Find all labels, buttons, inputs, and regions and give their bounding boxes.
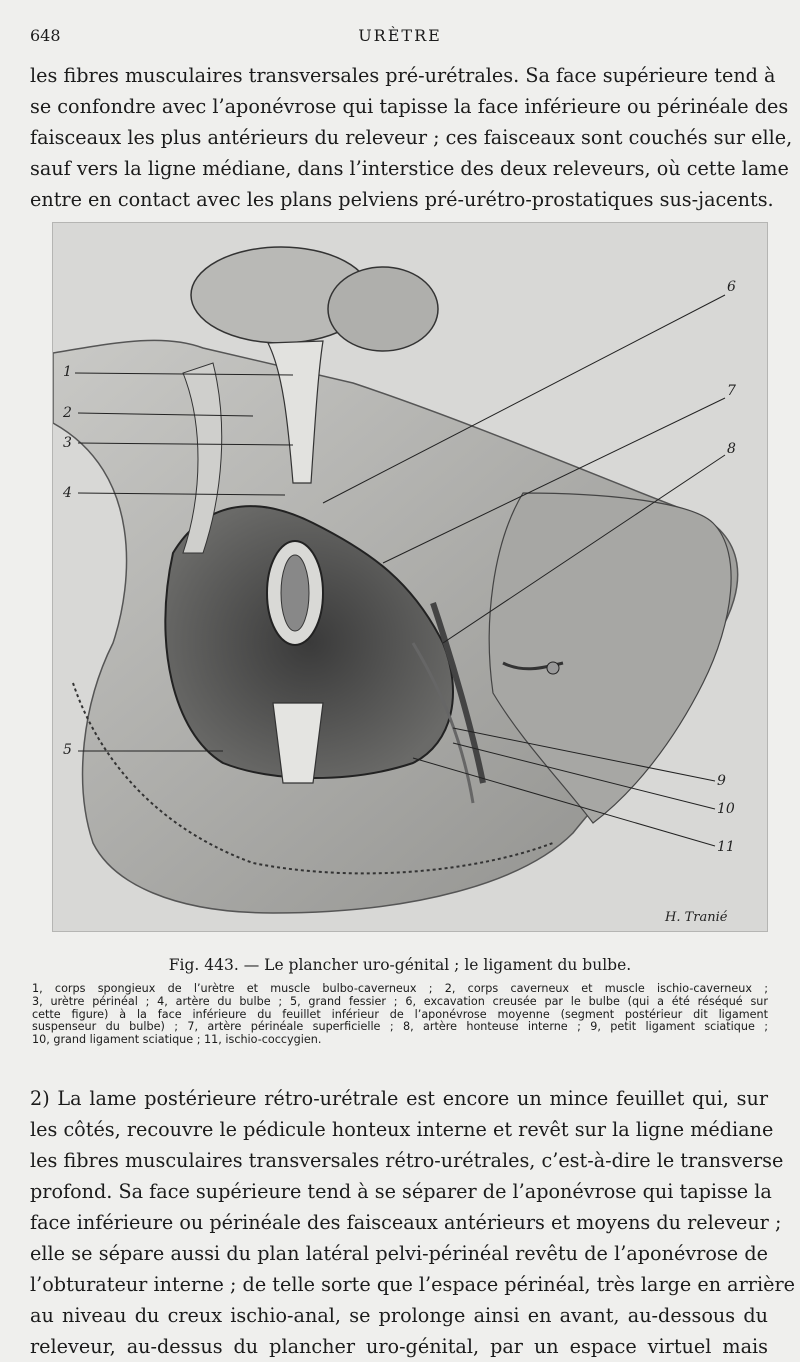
- legend-line: 3, urètre périnéal ; 4, artère du bulbe ; 5, grand fessier ; 6, excavation creusée par le bulbe (qui a été réséqué sur: [32, 994, 768, 1008]
- legend-line: 1, corps spongieux de l’urètre et muscle bulbo-caverneux ; 2, corps caverneux et muscle ischio-caverneux ;: [32, 982, 768, 995]
- running-title: URÈTRE: [358, 26, 442, 45]
- illustrator-signature: H. Tranié: [665, 910, 728, 925]
- text-line: elle se sépare aussi du plan latéral pelvi-périnéal revêtu de l’aponévrose de: [30, 1242, 768, 1265]
- label-3: 3: [63, 435, 72, 451]
- text-line: sauf vers la ligne médiane, dans l’interstice des deux releveurs, où cette lame: [30, 157, 789, 180]
- label-6: 6: [727, 279, 736, 295]
- label-9: 9: [717, 773, 726, 789]
- label-2: 2: [63, 405, 72, 421]
- label-10: 10: [717, 801, 735, 817]
- label-4: 4: [63, 485, 72, 501]
- label-1: 1: [63, 364, 72, 380]
- text-line: profond. Sa face supérieure tend à se séparer de l’aponévrose qui tapisse la: [30, 1180, 772, 1203]
- text-line: au niveau du creux ischio-anal, se prolonge ainsi en avant, au-dessous du: [30, 1304, 768, 1327]
- text-line: face inférieure ou périnéale des faisceaux antérieurs et moyens du releveur ;: [30, 1211, 782, 1234]
- legend-line: 10, grand ligament sciatique ; 11, ischio-coccygien.: [32, 1033, 322, 1047]
- vessel-section: [547, 662, 559, 674]
- label-11: 11: [717, 839, 735, 855]
- text-line: les fibres musculaires transversales rétro-urétrales, c’est-à-dire le transverse: [30, 1149, 784, 1172]
- anatomical-illustration: [52, 222, 768, 932]
- scrotum-right: [328, 267, 438, 351]
- illustration-drawing: [53, 223, 767, 931]
- label-7: 7: [727, 383, 736, 399]
- bottom-paragraph: [30, 1083, 795, 1362]
- text-line: se confondre avec l’aponévrose qui tapisse la face inférieure ou périnéale des: [30, 95, 789, 118]
- anal-canal: [281, 555, 309, 631]
- page-header: [30, 26, 770, 52]
- top-paragraph: [30, 60, 793, 215]
- text-line: les côtés, recouvre le pédicule honteux interne et revêt sur la ligne médiane: [30, 1118, 774, 1141]
- text-line: releveur, au-dessus du plancher uro-génital, par un espace virtuel mais: [30, 1335, 768, 1358]
- text-line: 2) La lame postérieure rétro-urétrale est encore un mince feuillet qui, sur: [30, 1087, 768, 1110]
- figure-caption-legend: [32, 983, 768, 1047]
- text-line: entre en contact avec les plans pelviens pré-urétro-prostatiques sus-jacents.: [30, 188, 774, 211]
- legend-line: suspenseur du bulbe) ; 7, artère périnéale superficielle ; 8, artère honteuse interne ; 9, petit ligament sciatique ;: [32, 1020, 768, 1034]
- label-5: 5: [63, 742, 72, 758]
- page-number: 648: [30, 26, 61, 45]
- text-line: les fibres musculaires transversales pré-urétrales. Sa face supérieure tend à: [30, 64, 776, 87]
- text-line: l’obturateur interne ; de telle sorte que l’espace périnéal, très large en arrière: [30, 1273, 795, 1296]
- text-line: faisceaux les plus antérieurs du releveur ; ces faisceaux sont couchés sur elle,: [30, 126, 793, 149]
- label-8: 8: [727, 441, 736, 457]
- figure-caption-title: Fig. 443. — Le plancher uro-génital ; le ligament du bulbe.: [168, 956, 632, 974]
- legend-line: cette figure) à la face inférieure du feuillet inférieur de l’aponévrose moyenne (segment postérieur dit ligament: [32, 1007, 768, 1021]
